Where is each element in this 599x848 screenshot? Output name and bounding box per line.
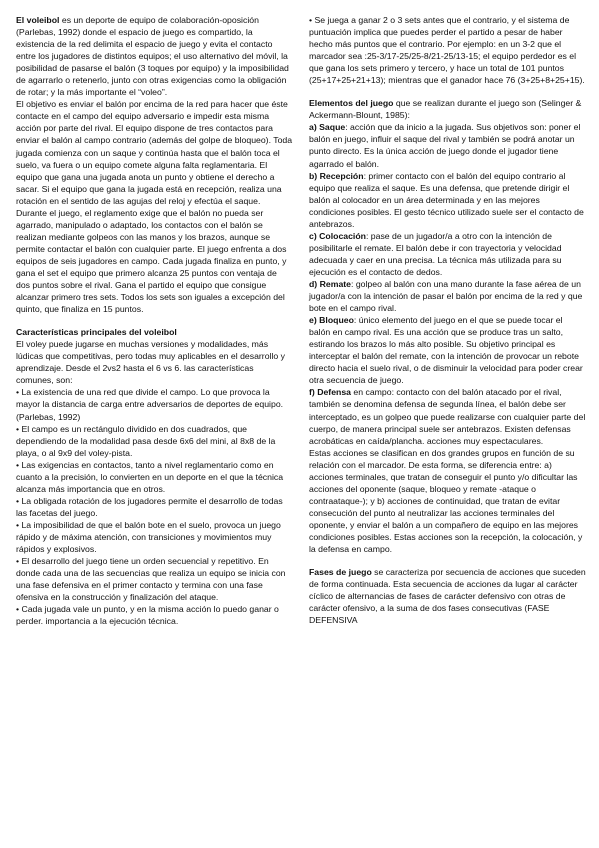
element-text: : primer contacto con el balón del equipo contrario al equipo que realiza el saque. Es una defensa, que pretende dirigir el balón al colocador en un área determinada y en las mejores condiciones posibles. El gesto técnico utilizado suele ser el contacto de antebrazos. xyxy=(309,170,584,229)
characteristics-heading: Características principales del voleibol xyxy=(16,327,177,338)
element-text: : pase de un jugador/a a otro con la intención de posibilitarle el remate. El balón debe ir con trayectoria y velocidad adecuada y caer en una precisa. La técnica más utilizada para su ejecución es el contacto de dedos. xyxy=(309,230,562,277)
phases-heading: Fases de juego xyxy=(309,567,372,578)
characteristic-bullet: • Cada jugada vale un punto, y en la misma acción lo puedo ganar o perder. importancia a la ejecución técnica. xyxy=(16,604,279,627)
elements-intro-text: que se realizan durante el juego son (Selinger & Ackermann-Blount, 1985): xyxy=(309,98,582,121)
element-item-defensa xyxy=(309,386,586,446)
elements-heading: Elementos del juego xyxy=(309,98,394,109)
classification-paragraph: Estas acciones se clasifican en dos grandes grupos en función de su relación con el marcador. De esta forma, se diferencia entre: a) acciones terminales, que tratan de conseguir el punto y/o dificultar las acciones del oponente (saque, bloqueo y remate -ataque o contraataque-); y b) acciones de continuidad, que tratan de evitar consecución del punto al neutralizar las acciones terminales del oponente, y enviar el balón a un compañero de equipo en las mejores condiciones posibles. Estas acciones son la recepción, la colocación, y la defensa en campo. xyxy=(309,447,583,555)
characteristic-bullet: • El desarrollo del juego tiene un orden secuencial y repetitivo. En donde cada una de las secuencias que realiza un equipo se inicia con una fase defensiva en el primer contacto y termina con una fase ofensiva en la construcción y finalización del ataque. xyxy=(16,556,286,603)
left-column xyxy=(16,14,293,848)
characteristic-bullet: • La existencia de una red que divide el campo. Lo que provoca la mayor la distancia de carga entre adversarios de deportes de equipo. (Parlebas, 1992) xyxy=(16,387,284,422)
element-text: : golpeo al balón con una mano durante la fase aérea de un jugador/a con la intención de pasar el balón por encima de la red y que bote en el campo rival. xyxy=(309,278,583,314)
objective-paragraph: El objetivo es enviar el balón por encima de la red para hacer que éste contacte en el campo del equipo adversario e impedir esta misma acción por parte del rival. El equipo dispone de tres contactos para enviar el balón al campo contrario (además del golpe de bloqueo). Toda jugada comienza con un saque y continúa hasta que el balón toca el suelo, va fuera o un equipo comete alguna falta reglamentaria. El equipo que gana una jugada anota un punto y obtiene el derecho a sacar. Si el equipo que gana la jugada está en recepción, realiza una rotación en el sentido de las agujas del reloj y efectúa el saque. Durante el juego, el reglamento exige que el balón no pueda ser agarrado, manipulado o adaptado, los contactos con el balón se realizan mediante golpeos con las manos y los brazos, aunque se permite contactar el balón con cualquier parte. El juego enfrenta a dos equipos de seis jugadores en campo. Cada jugada finaliza en punto, y gana el set el equipo que primero alcanza 25 puntos con ventaja de dos puntos sobre el rival. Gana el partido el equipo que consigue alcanzar primero tres sets. Todos los sets son iguales a excepción del quinto, que finaliza en 15 puntos. xyxy=(16,99,293,315)
element-label: d) Remate xyxy=(309,278,351,289)
element-label: e) Bloqueo xyxy=(309,315,354,326)
element-text: : único elemento del juego en el que se puede tocar el balón en campo rival. Es una acción que se produce tras un salto, estirando los brazos lo más alto posible. Su objetivo principal es interceptar el balón del remate, con la intención de provocar un rebote directo hacia el suelo rival, o de disminuir la velocidad para poder crear otra secuencia de juego. xyxy=(309,315,583,386)
characteristics-intro: El voley puede jugarse en muchas versiones y modalidades, más lúdicas que competitivas, pero todas muy aplicables en el desarrollo y aprendizaje. Desde el 2vs2 hasta el 6 vs 6. las características comunes, son: xyxy=(16,339,285,386)
phases-paragraph xyxy=(309,566,586,626)
phases-text: se caracteriza por secuencia de acciones que suceden de forma continuada. Esta secuencia de acciones da lugar al carácter cíclico de alternancias de fases de carácter defensivo con otras de carácter ofensivo, a la suma de dos fases consecutivas (FASE DEFENSIVA xyxy=(309,567,586,626)
element-label: c) Colocación xyxy=(309,230,366,241)
characteristic-bullet: • La obligada rotación de los jugadores permite el desarrollo de todas las facetas del juego. xyxy=(16,495,283,518)
right-column xyxy=(309,14,586,848)
characteristic-bullet: • El campo es un rectángulo dividido en dos cuadrados, que dependiendo de la modalidad pasa desde 6x6 del mini, al 8x8 de la playa, o al 9x9 del voley-pista. xyxy=(16,423,276,458)
element-item-bloqueo xyxy=(309,314,586,386)
element-item-recepcion xyxy=(309,170,586,230)
characteristic-bullet: • La imposibilidad de que el balón bote en el suelo, provoca un juego rápido y de máxima atención, con transiciones y movimientos muy rápidos y explosivos. xyxy=(16,519,281,555)
elements-intro-paragraph xyxy=(309,97,586,121)
intro-text: es un deporte de equipo de colaboración-oposición (Parlebas, 1992) donde el espacio de juego es compartido, la existencia de la red delimita el espacio de juego y evita el contacto entre los jugadores de distintos equipos; el uso alternativo del móvil, la posibilidad de pasarse el balón (3 toques por equipo) y la imposibilidad de agarrarlo o retenerlo, junto con otras exigencias como la obligación de rotar; y la más importante el “voleo”. xyxy=(16,15,289,98)
sets-bullet: • Se juega a ganar 2 o 3 sets antes que el contrario, y el sistema de puntuación implica que puedes perder el partido a pesar de haber hecho más puntos que el contrario. Por ejemplo: en un 3-2 que el marcador sea :25-3/17-25/25-8/21-25/13-15; el equipo perdedor es el que gana los sets primero y tercero, y hace un total de 101 puntos (25+17+25+21+13); mientras que el ganador hace 76 (3+25+8+25+15). xyxy=(309,15,585,86)
intro-bold-term: El voleibol xyxy=(16,15,60,25)
element-item-remate xyxy=(309,278,586,314)
characteristic-bullet: • Las exigencias en contactos, tanto a nivel reglamentario como en cuanto a la precisión, lo convierten en un deporte en el que la técnica alcanza más importancia que en otros. xyxy=(16,459,284,494)
intro-paragraph xyxy=(16,14,293,98)
element-label: a) Saque xyxy=(309,122,346,133)
element-label: f) Defensa xyxy=(309,387,351,398)
element-item-colocacion xyxy=(309,230,586,278)
element-text: en campo: contacto con del balón atacado por el rival, también se denomina defensa de segunda línea, el balón debe ser interceptado, es un golpeo que puede realizarse con cualquier parte del cuerpo, de manera principal suele ser antebrazos. Existen defensas acrobáticas en caída/plancha. acciones muy espectaculares. xyxy=(309,387,586,446)
element-text: : acción que da inicio a la jugada. Sus objetivos son: poner el balón en juego, influir el saque del rival y también se podrá anotar un punto directo. Es la única acción de juego donde el jugador tiene agarrado el balón. xyxy=(309,122,581,169)
element-label: b) Recepción xyxy=(309,170,364,181)
element-item-saque xyxy=(309,121,586,169)
